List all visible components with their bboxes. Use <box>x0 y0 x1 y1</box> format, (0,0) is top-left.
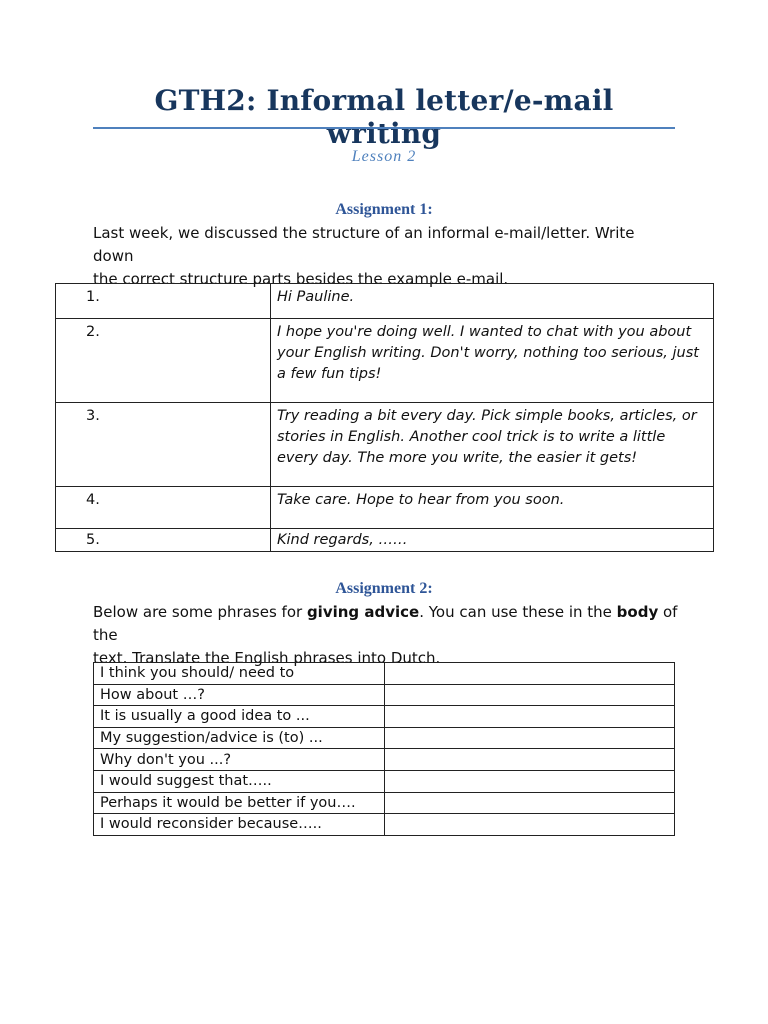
phrase-row <box>94 684 675 706</box>
assignment2-intro <box>93 601 678 670</box>
assignment1-heading: Assignment 1: <box>335 201 433 218</box>
dutch-translation-cell[interactable] <box>385 663 675 685</box>
phrase-row <box>94 663 675 685</box>
phrases-table <box>93 662 675 836</box>
phrase-row <box>94 814 675 836</box>
dutch-translation-cell[interactable] <box>385 770 675 792</box>
english-phrase: I would suggest that….. <box>94 770 385 792</box>
structure-row-number: 5. <box>56 529 271 552</box>
assignment2-intro-bold1: giving advice <box>306 603 420 621</box>
structure-row-number: 2. <box>56 319 271 403</box>
structure-row-text: I hope you're doing well. I wanted to chat with you about your English writing. Don't worry, nothing too serious, just a few fun tips! <box>271 319 714 403</box>
english-phrase: I think you should/ need to <box>94 663 385 685</box>
assignment2-intro-bold2: body <box>616 603 659 621</box>
phrase-row <box>94 749 675 771</box>
structure-row <box>56 284 714 319</box>
structure-table <box>55 283 714 552</box>
phrase-row <box>94 706 675 728</box>
english-phrase: My suggestion/advice is (to) ... <box>94 727 385 749</box>
assignment2-intro-part2: . You can use these in the <box>419 603 617 621</box>
english-phrase: I would reconsider because….. <box>94 814 385 836</box>
structure-row <box>56 529 714 552</box>
phrase-row <box>94 792 675 814</box>
structure-row <box>56 403 714 487</box>
phrase-row <box>94 727 675 749</box>
structure-row <box>56 487 714 529</box>
dutch-translation-cell[interactable] <box>385 814 675 836</box>
assignment1-intro <box>93 222 678 291</box>
structure-row <box>56 319 714 403</box>
document-title: GTH2: Informal letter/e-mail writing <box>154 84 614 150</box>
title-underline <box>93 127 675 129</box>
english-phrase: It is usually a good idea to ... <box>94 706 385 728</box>
phrase-row <box>94 770 675 792</box>
assignment1-intro-line2: the correct structure parts besides the example e-mail. <box>93 270 509 288</box>
assignment2-intro-line2: text. Translate the English phrases into Dutch. <box>93 649 441 667</box>
english-phrase: Perhaps it would be better if you…. <box>94 792 385 814</box>
lesson-subtitle: Lesson 2 <box>351 148 417 165</box>
english-phrase: How about …? <box>94 684 385 706</box>
dutch-translation-cell[interactable] <box>385 792 675 814</box>
structure-row-text: Kind regards, …… <box>271 529 714 552</box>
structure-row-text: Hi Pauline. <box>271 284 714 319</box>
assignment2-heading: Assignment 2: <box>335 580 433 597</box>
structure-row-number: 4. <box>56 487 271 529</box>
dutch-translation-cell[interactable] <box>385 706 675 728</box>
dutch-translation-cell[interactable] <box>385 749 675 771</box>
dutch-translation-cell[interactable] <box>385 727 675 749</box>
assignment1-intro-line1: Last week, we discussed the structure of an informal e-mail/letter. Write down <box>93 224 635 265</box>
english-phrase: Why don't you ...? <box>94 749 385 771</box>
structure-row-text: Take care. Hope to hear from you soon. <box>271 487 714 529</box>
structure-row-text: Try reading a bit every day. Pick simple books, articles, or stories in English. Another cool trick is to write a little every day. The more you write, the easier it gets! <box>271 403 714 487</box>
structure-row-number: 1. <box>56 284 271 319</box>
assignment2-intro-part1: Below are some phrases for <box>93 603 307 621</box>
dutch-translation-cell[interactable] <box>385 684 675 706</box>
assignment2-intro-part3: of the <box>93 603 678 644</box>
structure-row-number: 3. <box>56 403 271 487</box>
